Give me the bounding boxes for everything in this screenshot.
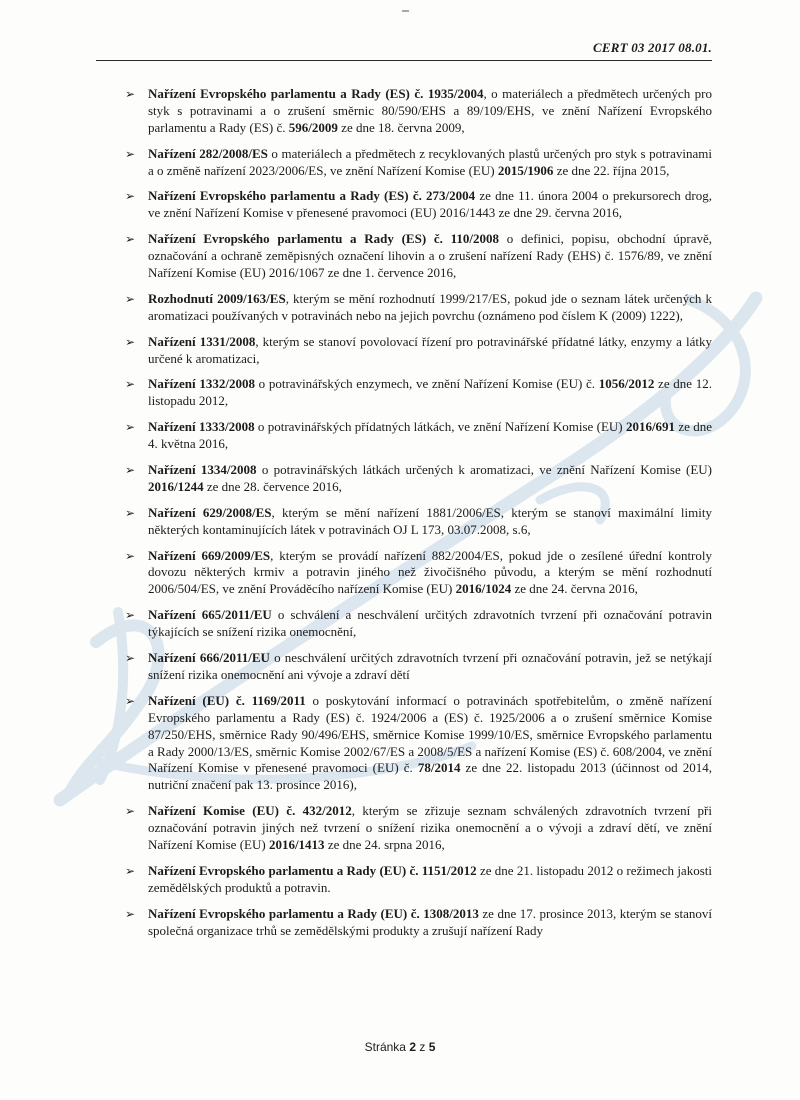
list-item — [100, 607, 712, 641]
list-item-text — [148, 863, 712, 897]
text-segment-bold: Nařízení (EU) č. 1169/2011 — [148, 692, 306, 708]
document-code: CERT 03 2017 08.01. — [592, 40, 712, 55]
arrow-bullet-icon: ➢ — [125, 146, 136, 161]
text-segment-bold: 2016/1024 — [455, 581, 512, 597]
text-segment-bold: Nařízení Evropského parlamentu a Rady (EU) č. 1151/2012 — [148, 862, 477, 878]
arrow-bullet-icon: ➢ — [125, 463, 136, 478]
arrow-bullet-icon: ➢ — [125, 334, 136, 349]
text-segment: o poskytování informací o potravinách spotřebitelům, o změně nařízení Evropského parlamentu a Rady (ES) č. 1924/2006 a (ES) č. 1925/2006 a o zrušení směrnice Komise 87/250/EHS, směrnice Rady 90/496/EHS, směrnice Komise 1999/10/ES, směrnice Evropského parlamentu a Rady 2000/13/ES, směrnic Komise 2002/67/ES a 2008/5/ES a nařízení Komise (ES) č. 608/2004, ve znění Nařízení Komise v přenesené pravomoci (EU) č. — [148, 692, 712, 776]
text-segment-bold: Nařízení 1331/2008 — [148, 333, 256, 349]
arrow-bullet-icon: ➢ — [125, 87, 136, 101]
text-segment-bold: 2016/1413 — [268, 836, 325, 852]
list-item — [100, 334, 712, 368]
page-footer — [0, 1040, 800, 1054]
list-item-text — [148, 505, 712, 539]
list-item-text — [148, 650, 712, 684]
text-segment-bold: Nařízení 665/2011/EU — [148, 607, 272, 623]
text-segment-bold: 2015/1906 — [497, 162, 554, 178]
text-segment: o potravinářských přídatných látkách, ve znění Nařízení Komise (EU) — [254, 419, 626, 435]
list-item — [100, 548, 712, 599]
list-item-text — [148, 419, 712, 453]
list-item — [100, 376, 712, 410]
text-segment-bold: Nařízení 1333/2008 — [148, 419, 255, 435]
text-segment: o definici, popisu, obchodní úpravě, označování a ochraně zeměpisných označení lihovin a o zrušení nařízení Rady (EHS) č. 1576/89, ve znění Nařízení Komise (EU) 2016/1067 ze dne 1. července 2016, — [148, 231, 712, 281]
text-segment: o materiálech a předmětech z recyklovaných plastů určených pro styk s potravinami a o změně nařízení 2023/2006/ES, ve znění Nařízení Komise (EU) — [148, 145, 712, 178]
list-item — [100, 803, 712, 854]
list-item-text — [148, 693, 712, 794]
text-segment: , kterým se mění rozhodnutí 1999/217/ES, pokud jde o seznam látek určených k aromatizaci používaných v potravinách nebo na jejich povrchu (oznámeno pod číslem K (2009) 1222), — [148, 290, 712, 323]
text-segment: ze dne 12. listopadu 2012, — [148, 376, 713, 409]
arrow-bullet-icon: ➢ — [125, 291, 136, 306]
regulation-list — [100, 86, 712, 939]
list-item — [100, 505, 712, 539]
text-segment: ze dne 28. července 2016, — [203, 478, 342, 494]
text-segment-bold: 1056/2012 — [598, 376, 655, 392]
list-item — [100, 863, 712, 897]
text-segment-bold: 2016/691 — [625, 419, 676, 435]
arrow-bullet-icon: ➢ — [125, 651, 136, 666]
list-item — [100, 693, 712, 794]
text-segment: ze dne 22. října 2015, — [553, 162, 670, 178]
text-segment: o neschválení určitých zdravotních tvrzení při označování potravin, jež se netýkají snížení rizika onemocnění ani vývoje a zdraví dětí — [148, 650, 713, 682]
list-item — [100, 650, 712, 684]
text-segment: ze dne 18. června 2009, — [337, 119, 465, 135]
arrow-bullet-icon: ➢ — [125, 804, 136, 819]
text-segment-bold: Nařízení 669/2009/ES — [148, 547, 271, 563]
text-segment-bold: Nařízení 1332/2008 — [148, 376, 255, 392]
text-segment-bold: Nařízení Evropského parlamentu a Rady (ES) č. 110/2008 — [148, 231, 500, 247]
list-item-text — [148, 146, 712, 180]
list-item — [100, 146, 712, 180]
list-item — [100, 86, 712, 137]
text-segment-bold: Nařízení 666/2011/EU — [148, 650, 270, 666]
text-segment: , kterým se stanoví povolovací řízení pro potravinářské přídatné látky, enzymy a látky určené k aromatizaci, — [148, 333, 712, 366]
text-segment: , kterým se zřizuje seznam schválených zdravotních tvrzení při označování potravin jiných než tvrzení o snížení rizika onemocnění a o vývoji a zdraví dětí, ve znění Nařízení Komise (EU) — [148, 803, 712, 852]
text-segment: ze dne 21. listopadu 2012 o režimech jakosti zemědělských produktů a potravin. — [148, 862, 712, 895]
list-item-text — [148, 906, 712, 940]
text-segment: o potravinářských enzymech, ve znění Nařízení Komise (EU) č. — [254, 376, 599, 392]
list-item — [100, 188, 712, 222]
text-segment: ze dne 22. listopadu 2013 (účinnost od 2014, nutriční značení pak 13. prosince 2016), — [148, 760, 712, 793]
text-segment: ze dne 4. května 2016, — [148, 419, 712, 452]
list-item — [100, 906, 712, 940]
arrow-bullet-icon: ➢ — [125, 377, 136, 392]
arrow-bullet-icon: ➢ — [125, 548, 136, 563]
arrow-bullet-icon: ➢ — [125, 693, 136, 708]
text-segment: , kterým se provádí nařízení 882/2004/ES, pokud jde o zesílené úřední kontroly dovozu některých krmiv a potravin jiného než živočišného původu, a kterým se mění rozhodnutí 2006/504/ES, ve znění Prováděcího nařízení Komise (EU) — [148, 547, 712, 597]
page-footer-text — [365, 1040, 436, 1054]
list-item-text — [148, 462, 712, 496]
text-segment-bold: Nařízení Evropského parlamentu a Rady (EU) č. 1308/2013 — [148, 905, 479, 921]
text-segment-bold: 78/2014 — [417, 760, 461, 776]
arrow-bullet-icon: ➢ — [125, 906, 136, 921]
text-segment-bold: 2 — [409, 1040, 417, 1054]
text-segment-bold: Nařízení Evropského parlamentu a Rady (ES) č. 1935/2004 — [148, 86, 484, 101]
list-item-text — [148, 334, 712, 368]
text-segment: , kterým se mění nařízení 1881/2006/ES, kterým se stanoví maximální limity některých kontaminujících látek v potravinách OJ L 173, 03.07.2008, s.6, — [148, 504, 712, 537]
text-segment-bold: 5 — [428, 1040, 436, 1054]
arrow-bullet-icon: ➢ — [125, 863, 136, 878]
list-item-text — [148, 548, 712, 599]
text-segment: , o materiálech a předmětech určených pro styk s potravinami a o zrušení směrnic 80/590/EHS a 89/109/EHS, ve znění Nařízení Evropského parlamentu a Rady (ES) č. — [148, 86, 712, 135]
text-segment: ze dne 11. února 2004 o prekursorech drog, ve znění Nařízení Komise v přenesené pravomoci (EU) 2016/1443 ze dne 29. června 2016, — [148, 188, 712, 221]
text-segment: Stránka — [364, 1040, 410, 1054]
text-segment: o potravinářských látkách určených k aromatizaci, ve znění Nařízení Komise (EU) — [256, 462, 712, 478]
text-segment: o schválení a neschválení určitých zdravotních tvrzení při označování potravin týkajících se snížení rizika onemocnění, — [148, 607, 713, 640]
text-segment-bold: Nařízení 629/2008/ES — [148, 504, 272, 520]
list-item — [100, 462, 712, 496]
list-item-text — [148, 376, 712, 410]
arrow-bullet-icon: ➢ — [125, 505, 136, 520]
page-header — [96, 40, 712, 61]
text-segment: ze dne 17. prosince 2013, kterým se stanoví společná organizace trhů se zemědělskými produkty a zrušují nařízení Rady — [148, 905, 712, 938]
text-segment: ze dne 24. srpna 2016, — [324, 836, 445, 852]
list-item-text — [148, 231, 712, 282]
list-item-text — [148, 803, 712, 854]
list-item-text — [148, 291, 712, 325]
list-item-text — [148, 188, 712, 222]
list-item — [100, 419, 712, 453]
text-segment: z — [416, 1040, 429, 1054]
text-segment-bold: Nařízení Evropského parlamentu a Rady (ES) č. 273/2004 — [148, 188, 476, 204]
text-segment-bold: 596/2009 — [288, 119, 338, 135]
text-segment-bold: Nařízení 1334/2008 — [148, 462, 257, 478]
arrow-bullet-icon: ➢ — [125, 608, 136, 623]
list-item — [100, 231, 712, 282]
text-segment-bold: Nařízení Komise (EU) č. 432/2012 — [148, 803, 352, 819]
list-item — [100, 291, 712, 325]
text-segment-bold: Nařízení 282/2008/ES — [148, 145, 268, 161]
arrow-bullet-icon: ➢ — [125, 420, 136, 435]
text-segment-bold: Rozhodnutí 2009/163/ES — [148, 290, 286, 306]
text-segment-bold: 2016/1244 — [148, 478, 204, 494]
list-item-text — [148, 607, 712, 641]
arrow-bullet-icon: ➢ — [125, 189, 136, 204]
arrow-bullet-icon: ➢ — [125, 232, 136, 247]
text-segment: ze dne 24. června 2016, — [511, 581, 638, 597]
list-item-text — [148, 86, 712, 137]
